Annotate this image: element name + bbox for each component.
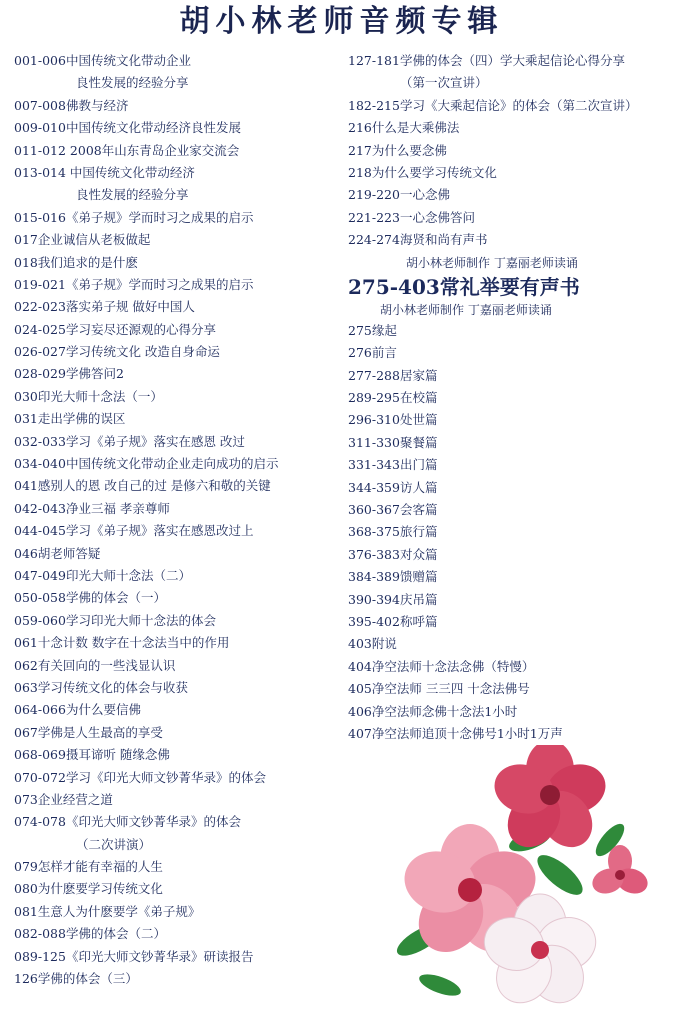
track-item: 044-045学习《弟子规》落实在感恩改过上 bbox=[14, 523, 254, 539]
track-item: 031走出学佛的误区 bbox=[14, 411, 126, 427]
section-heading: 275-403常礼举要有声书 bbox=[348, 274, 580, 299]
track-item: 015-016《弟子规》学而时习之成果的启示 bbox=[14, 209, 254, 225]
track-item: 074-078《印光大师文钞菁华录》的体会 bbox=[14, 814, 241, 830]
leaf bbox=[531, 849, 588, 902]
track-item: 081生意人为什麽要学《弟子规》 bbox=[14, 903, 201, 919]
track-item: 041感别人的恩 改自己的过 是修六和敬的关键 bbox=[14, 478, 271, 494]
track-item: 404净空法师十念法念佛（特慢） bbox=[348, 658, 535, 674]
track-item: 022-023落实弟子规 做好中国人 bbox=[14, 299, 195, 315]
track-item: 331-343出门篇 bbox=[348, 457, 438, 473]
track-item: 376-383对众篇 bbox=[348, 546, 438, 562]
track-item: 063学习传统文化的体会与收获 bbox=[14, 679, 188, 695]
track-item: 030印光大师十念法（一） bbox=[14, 388, 163, 404]
track-item: 360-367会客篇 bbox=[348, 502, 438, 518]
track-item: 070-072学习《印光大师文钞菁华录》的体会 bbox=[14, 769, 266, 785]
track-item: 217为什么要念佛 bbox=[348, 142, 447, 158]
track-item: 219-220一心念佛 bbox=[348, 187, 450, 203]
track-item: 089-125《印光大师文钞菁华录》研读报告 bbox=[14, 948, 254, 964]
track-item: 218为什么要学习传统文化 bbox=[348, 164, 497, 180]
track-item: 289-295在校篇 bbox=[348, 390, 438, 406]
track-item: 406净空法师念佛十念法1小时 bbox=[348, 703, 518, 719]
track-item: 047-049印光大师十念法（二） bbox=[14, 567, 191, 583]
track-item: 384-389馈赠篇 bbox=[348, 569, 438, 585]
track-item: 042-043净业三福 孝亲尊师 bbox=[14, 500, 170, 516]
track-item: 296-310处世篇 bbox=[348, 412, 438, 428]
track-item: （二次讲演） bbox=[76, 836, 152, 852]
track-item: 080为什麽要学习传统文化 bbox=[14, 881, 163, 897]
track-item: 079怎样才能有幸福的人生 bbox=[14, 859, 163, 875]
left-track-list bbox=[14, 50, 344, 990]
track-item: 221-223一心念佛答问 bbox=[348, 209, 475, 225]
track-item: 001-006中国传统文化带动企业 bbox=[14, 53, 191, 68]
track-item: 013-014 中国传统文化带动经济 bbox=[14, 164, 195, 180]
track-item: 017企业诚信从老板做起 bbox=[14, 232, 151, 248]
flower-red bbox=[488, 745, 612, 857]
track-item: 064-066为什么要信佛 bbox=[14, 702, 141, 718]
track-item: 009-010中国传统文化带动经济良性发展 bbox=[14, 120, 241, 136]
track-item: 019-021《弟子规》学而时习之成果的启示 bbox=[14, 276, 254, 292]
leaf bbox=[417, 970, 464, 1000]
track-item: 028-029学佛答问2 bbox=[14, 366, 124, 382]
track-item: 062有关回向的一些浅显认识 bbox=[14, 657, 176, 673]
credit-line: 胡小林老师制作 丁嘉丽老师读诵 bbox=[380, 302, 552, 317]
track-item: 007-008佛教与经济 bbox=[14, 97, 129, 113]
track-item: （第一次宣讲） bbox=[400, 75, 488, 91]
track-item: 405净空法师 三三四 十念法佛号 bbox=[348, 681, 530, 697]
track-item: 275缘起 bbox=[348, 322, 397, 338]
track-item: 344-359访人篇 bbox=[348, 479, 438, 495]
track-item: 082-088学佛的体会（二） bbox=[14, 926, 166, 942]
right-track-list bbox=[348, 50, 678, 745]
track-item: 018我们追求的是什麽 bbox=[14, 254, 138, 270]
track-item: 良性发展的经验分享 bbox=[76, 75, 189, 91]
track-item: 216什么是大乘佛法 bbox=[348, 120, 460, 136]
track-item: 011-012 2008年山东青岛企业家交流会 bbox=[14, 142, 240, 158]
track-item: 277-288居家篇 bbox=[348, 367, 438, 383]
track-item: 067学佛是人生最高的享受 bbox=[14, 724, 163, 740]
track-item: 良性发展的经验分享 bbox=[76, 187, 189, 203]
track-item: 224-274海贤和尚有声书 bbox=[348, 232, 488, 248]
track-item: 034-040中国传统文化带动企业走向成功的启示 bbox=[14, 456, 279, 472]
track-item: 182-215学习《大乘起信论》的体会（第二次宣讲） bbox=[348, 97, 638, 113]
track-item: 395-402称呼篇 bbox=[348, 613, 438, 629]
track-item: 050-058学佛的体会（一） bbox=[14, 590, 166, 606]
track-item: 061十念计数 数字在十念法当中的作用 bbox=[14, 635, 230, 651]
track-item: 127-181学佛的体会（四）学大乘起信论心得分享 bbox=[348, 53, 625, 68]
track-item: 390-394庆吊篇 bbox=[348, 591, 438, 607]
track-item: 311-330聚餐篇 bbox=[348, 434, 438, 450]
hibiscus-flowers-illustration bbox=[380, 745, 670, 1015]
credit-line: 胡小林老师制作 丁嘉丽老师读诵 bbox=[406, 255, 578, 270]
track-item: 403附说 bbox=[348, 636, 397, 652]
track-item: 368-375旅行篇 bbox=[348, 524, 438, 540]
track-item: 407净空法师追顶十念佛号1小时1万声 bbox=[348, 725, 563, 741]
track-item: 073企业经营之道 bbox=[14, 791, 113, 807]
track-item: 126学佛的体会（三） bbox=[14, 971, 138, 987]
track-item: 026-027学习传统文化 改造自身命运 bbox=[14, 344, 220, 360]
track-item: 024-025学习妄尽还源观的心得分享 bbox=[14, 321, 216, 337]
track-item: 046胡老师答疑 bbox=[14, 545, 101, 561]
track-item: 276前言 bbox=[348, 345, 397, 361]
track-item: 032-033学习《弟子规》落实在感恩 改过 bbox=[14, 433, 245, 449]
track-item: 068-069摄耳谛听 随缘念佛 bbox=[14, 747, 170, 763]
page-title: 胡小林老师音频专辑 bbox=[179, 4, 504, 39]
track-item: 059-060学习印光大师十念法的体会 bbox=[14, 612, 216, 628]
